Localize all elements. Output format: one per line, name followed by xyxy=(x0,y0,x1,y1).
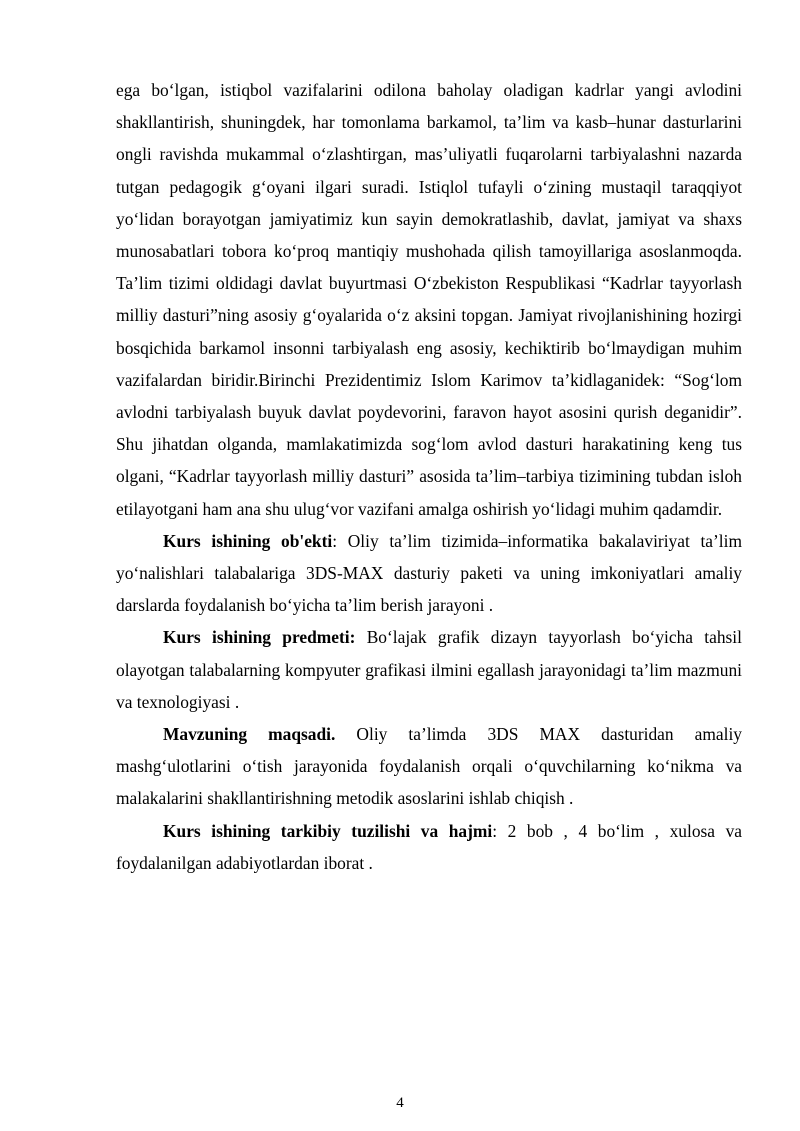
section-subject-paragraph xyxy=(116,621,742,718)
document-body xyxy=(116,74,742,879)
section-goal-text: Oliy ta’limda 3DS MAX dasturidan amaliy mashg‘ulotlarini o‘tish jarayonida foydalanish orqali o‘quvchilarning ko‘nikma va malakalarini shakllantirishning metodik asoslarini ishlab chiqish . xyxy=(116,724,742,809)
section-goal-separator xyxy=(335,724,356,744)
section-structure-text: 2 bob , 4 bo‘lim , xulosa va foydalanilgan adabiyotlardan iborat . xyxy=(116,820,742,873)
section-object-separator: : xyxy=(332,530,348,551)
section-object-label: Kurs ishining ob'ekti xyxy=(163,530,333,551)
section-goal-paragraph xyxy=(116,718,742,815)
section-goal-label: Mavzuning maqsadi. xyxy=(163,724,336,745)
intro-paragraph: ega bo‘lgan, istiqbol vazifalarini odilona baholay oladigan kadrlar yangi avlodini shakllantirish, shuningdek, har tomonlama barkamol, ta’lim va kasb–hunar dasturlarini ongli ravishda mukammal o‘zlashtirgan, mas’uliyatli fuqarolarni tarbiyalashni nazarda tutgan pedagogik g‘oyani ilgari suradi. Istiqlol tufayli o‘zining mustaqil taraqqiyot yo‘lidan borayotgan jamiyatimiz kun sayin demokratlashib, davlat, jamiyat va shaxs munosabatlari tobora ko‘proq mantiqiy mushohada qilish tamoyillariga asoslanmoqda. Ta’lim tizimi oldidagi davlat buyurtmasi O‘zbekiston Respublikasi “Kadrlar tayyorlash milliy dasturi”ning asosiy g‘oyalarida o‘z aksini topgan. Jamiyat rivojlanishining hozirgi bosqichida barkamol insonni tarbiyalash eng asosiy, kechiktirib bo‘lmaydigan muhim vazifalardan biridir.Birinchi Prezidentimiz Islom Karimov ta’kidlaganidek: “Sog‘lom avlodni tarbiyalash buyuk davlat poydevorini, faravon hayot asosini qurish deganidir”. Shu jihatdan olganda, mamlakatimizda sog‘lom avlod dasturi harakatining keng tus olgani, “Kadrlar tayyorlash milliy dasturi” asosida ta’lim–tarbiya tizimining tubdan isloh etilayotgani ham ana shu ulug‘vor vazifani amalga oshirish yo‘lidagi muhim qadamdir. xyxy=(116,80,742,519)
page-number: 4 xyxy=(396,1095,404,1111)
section-subject-text: Bo‘lajak grafik dizayn tayyorlash bo‘yicha tahsil olayotgan talabalarning kompyuter grafikasi ilmini egallash jarayonidagi ta’lim mazmuni va texnologiyasi . xyxy=(116,627,742,712)
section-structure-paragraph xyxy=(116,815,742,879)
section-subject-separator xyxy=(355,627,366,647)
section-subject-label: Kurs ishining predmeti: xyxy=(163,627,356,648)
section-object-paragraph xyxy=(116,525,742,622)
section-structure-separator: : xyxy=(492,820,508,841)
section-object-text: Oliy ta’lim tizimida–informatika bakalaviriyat ta’lim yo‘nalishlari talabalariga 3DS-MAX dasturiy paketi va uning imkoniyatlari amaliy darslarda foydalanish bo‘yicha ta’lim berish jarayoni . xyxy=(116,530,742,616)
section-structure-label: Kurs ishining tarkibiy tuzilishi va hajmi xyxy=(163,820,493,841)
